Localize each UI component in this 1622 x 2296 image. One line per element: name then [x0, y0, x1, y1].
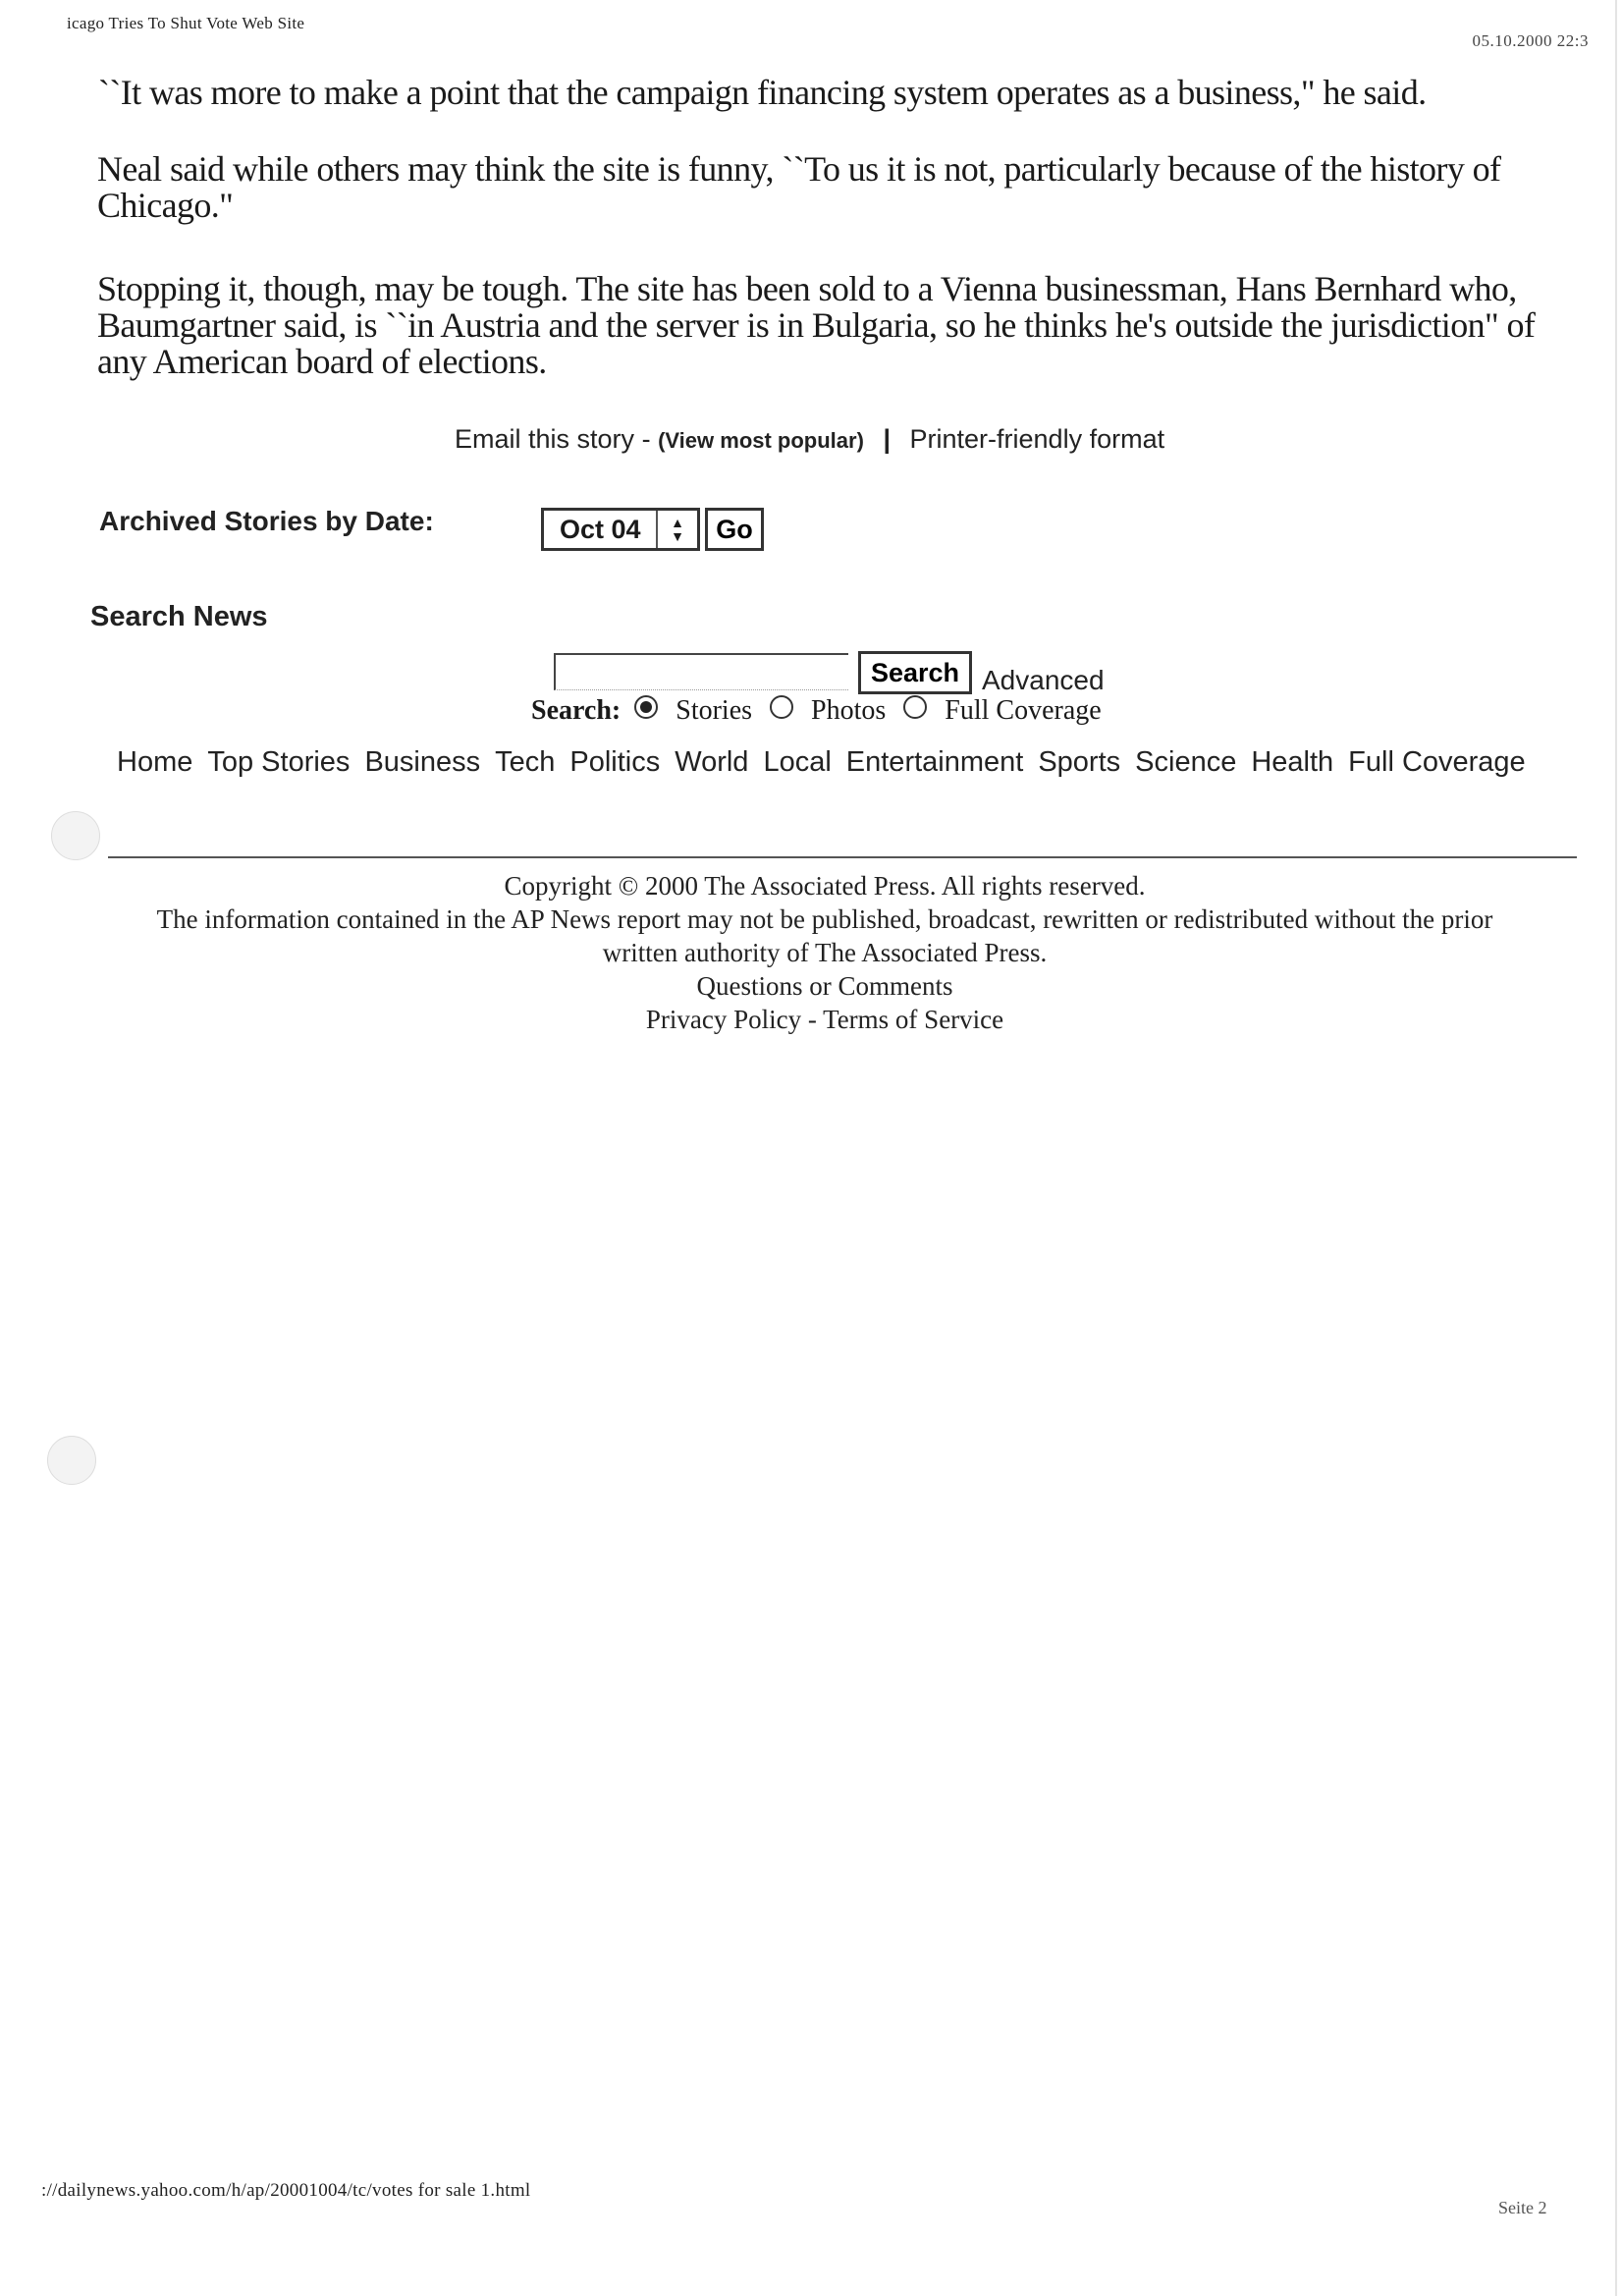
advanced-search-link[interactable]: Advanced: [982, 665, 1105, 695]
nav-world[interactable]: World: [675, 746, 749, 778]
terms-of-service-link[interactable]: Terms of Service: [823, 1005, 1004, 1034]
link-separator: |: [883, 424, 891, 454]
search-button[interactable]: Search: [858, 651, 972, 694]
nav-home[interactable]: Home: [117, 746, 193, 778]
nav-health[interactable]: Health: [1251, 746, 1334, 778]
nav-business[interactable]: Business: [364, 746, 481, 778]
questions-comments-link[interactable]: Questions or Comments: [696, 971, 953, 1001]
nav-sports[interactable]: Sports: [1038, 746, 1121, 778]
print-header-date: 05.10.2000 22:3: [1472, 31, 1589, 50]
printer-friendly-link[interactable]: Printer-friendly format: [909, 424, 1165, 454]
archive-label: Archived Stories by Date:: [99, 506, 434, 536]
search-options-label: Search:: [531, 695, 622, 726]
scan-edge: [1615, 0, 1617, 2296]
ap-notice-line: The information contained in the AP News report may not be published, broadcast, rewritten or redistributed without the prior: [156, 904, 1493, 934]
email-story-link[interactable]: Email this story: [455, 424, 635, 454]
archive-date-value: Oct 04: [560, 514, 641, 544]
radio-stories[interactable]: [634, 695, 658, 719]
punch-hole: [51, 811, 100, 860]
page-footer: [88, 869, 1561, 1036]
print-footer-url: ://dailynews.yahoo.com/h/ap/20001004/tc/votes for sale 1.html: [41, 2180, 531, 2201]
nav-top-stories[interactable]: Top Stories: [207, 746, 351, 778]
story-links: [455, 424, 1164, 455]
search-input[interactable]: [554, 653, 848, 690]
link-dash: -: [641, 424, 651, 454]
divider: [108, 856, 1577, 858]
copyright-text: Copyright © 2000 The Associated Press. All rights reserved.: [504, 871, 1146, 901]
article-paragraph: Neal said while others may think the site is funny, ``To us it is not, particularly because of the history of Chicago.": [97, 149, 1501, 225]
radio-photos[interactable]: [770, 695, 793, 719]
radio-full-coverage[interactable]: [903, 695, 927, 719]
nav-politics[interactable]: Politics: [569, 746, 661, 778]
search-options: [531, 695, 1119, 727]
nav-science[interactable]: Science: [1135, 746, 1237, 778]
search-news-heading: Search News: [90, 601, 268, 632]
option-photos-label: Photos: [811, 695, 887, 726]
article-paragraph: Stopping it, though, may be tough. The site has been sold to a Vienna businessman, Hans Bernhard who, Baumgartner said, is ``in Austria and the server is in Bulgaria, so he thinks he's outside the jurisdiction" of any American board of elections.: [97, 269, 1536, 381]
print-header-title: icago Tries To Shut Vote Web Site: [67, 14, 305, 32]
ap-notice-line: written authority of The Associated Press.: [602, 938, 1048, 967]
option-stories-label: Stories: [676, 695, 753, 726]
select-arrows-icon: ▲ ▼: [656, 511, 697, 548]
article-paragraph: ``It was more to make a point that the campaign financing system operates as a business," he said.: [98, 73, 1427, 112]
punch-hole: [47, 1436, 96, 1485]
policy-dash: -: [807, 1005, 817, 1034]
privacy-policy-link[interactable]: Privacy Policy: [645, 1005, 802, 1034]
nav-local[interactable]: Local: [763, 746, 832, 778]
category-nav: [117, 746, 1550, 779]
nav-full-coverage[interactable]: Full Coverage: [1348, 746, 1526, 778]
archive-date-select[interactable]: [541, 508, 700, 551]
nav-entertainment[interactable]: Entertainment: [845, 746, 1024, 778]
nav-tech[interactable]: Tech: [495, 746, 556, 778]
view-most-popular-link[interactable]: (View most popular): [658, 428, 864, 453]
option-full-coverage-label: Full Coverage: [945, 695, 1102, 726]
policy-links: [88, 1003, 1561, 1036]
print-page-number: Seite 2: [1498, 2198, 1547, 2217]
archive-go-button[interactable]: Go: [705, 508, 764, 551]
